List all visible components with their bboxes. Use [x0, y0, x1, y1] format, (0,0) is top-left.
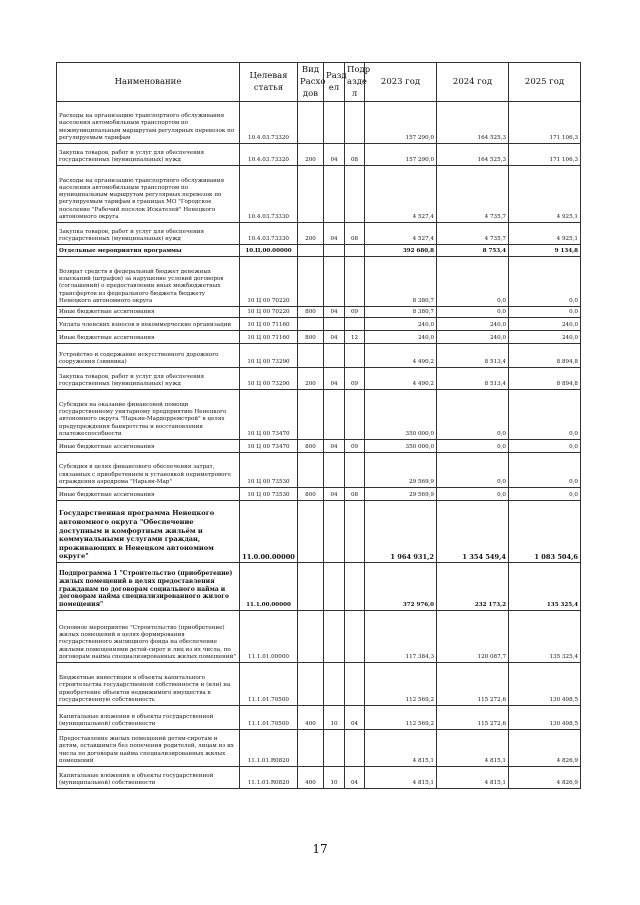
cell-subsection: 08	[345, 223, 365, 245]
cell-name: Иные бюджетные ассигнования	[57, 488, 240, 501]
cell-section	[324, 501, 345, 563]
cell-subsection	[345, 257, 365, 307]
cell-2024: 8 513,4	[437, 368, 509, 390]
cell-section	[324, 730, 345, 767]
cell-2024: 232 173,2	[437, 563, 509, 611]
cell-2023: 29 569,9	[365, 488, 437, 501]
cell-target-code: 10 Ц 00 71160	[240, 331, 298, 344]
cell-2023: 157 290,0	[365, 144, 437, 166]
col-header-subsection: Подр азде л	[345, 63, 365, 102]
cell-section: 04	[324, 368, 345, 390]
cell-exp-type	[298, 102, 324, 144]
cell-2024: 164 525,3	[437, 102, 509, 144]
cell-2025: 171 106,3	[509, 144, 581, 166]
cell-2023: 8 380,7	[365, 307, 437, 318]
table-row	[57, 767, 581, 789]
cell-name: Бюджетные инвестиции в объекты капитального строительства государственной собственности и (или) на приобретение объектов недвижимого имущества в государственную собственность	[57, 663, 240, 706]
cell-2025: 4 925,1	[509, 223, 581, 245]
cell-2023: 4 815,1	[365, 767, 437, 789]
table-row	[57, 706, 581, 730]
cell-2024: 0,0	[437, 440, 509, 453]
cell-2025: 171 106,3	[509, 102, 581, 144]
col-header-target: Целевая статья	[240, 63, 298, 102]
cell-subsection	[345, 611, 365, 663]
cell-section: 04	[324, 144, 345, 166]
cell-subsection: 04	[345, 706, 365, 730]
table-row	[57, 102, 581, 144]
cell-2023: 117 384,3	[365, 611, 437, 663]
cell-2023: 4 527,4	[365, 166, 437, 223]
table-row	[57, 307, 581, 318]
cell-exp-type	[298, 166, 324, 223]
col-header-section: Разд ел	[324, 63, 345, 102]
cell-2025: 4 826,9	[509, 767, 581, 789]
table-row	[57, 440, 581, 453]
cell-2025: 0,0	[509, 453, 581, 488]
cell-section: 04	[324, 307, 345, 318]
cell-section: 04	[324, 440, 345, 453]
cell-2024: 0,0	[437, 453, 509, 488]
cell-section	[324, 390, 345, 440]
cell-subsection: 12	[345, 331, 365, 344]
cell-exp-type: 800	[298, 307, 324, 318]
table-row	[57, 257, 581, 307]
cell-section	[324, 611, 345, 663]
cell-subsection	[345, 102, 365, 144]
cell-2025: 8 894,8	[509, 368, 581, 390]
cell-2023: 4 490,2	[365, 344, 437, 368]
cell-2025: 4 826,9	[509, 730, 581, 767]
table-row	[57, 331, 581, 344]
table-row	[57, 501, 581, 563]
cell-2024: 8 753,4	[437, 245, 509, 257]
table-row	[57, 344, 581, 368]
cell-2025: 240,0	[509, 318, 581, 331]
cell-2025: 135 325,4	[509, 611, 581, 663]
cell-target-code: 11.1.01.R0820	[240, 730, 298, 767]
cell-name: Иные бюджетные ассигнования	[57, 331, 240, 344]
cell-2024: 4 815,1	[437, 767, 509, 789]
table-row	[57, 390, 581, 440]
cell-subsection: 09	[345, 440, 365, 453]
cell-target-code: 10 Ц 00 70220	[240, 307, 298, 318]
cell-2025: 240,0	[509, 331, 581, 344]
cell-2025: 4 925,1	[509, 166, 581, 223]
cell-name: Закупка товаров, работ и услуг для обеспечения государственных (муниципальных) нужд	[57, 223, 240, 245]
cell-2024: 120 087,7	[437, 611, 509, 663]
cell-2025: 130 498,5	[509, 706, 581, 730]
cell-2023: 112 569,2	[365, 706, 437, 730]
cell-name: Иные бюджетные ассигнования	[57, 440, 240, 453]
cell-subsection	[345, 390, 365, 440]
cell-2024: 240,0	[437, 331, 509, 344]
cell-section	[324, 245, 345, 257]
budget-sheet	[56, 62, 580, 789]
cell-target-code: 10.4.03.73330	[240, 166, 298, 223]
cell-2023: 240,0	[365, 331, 437, 344]
cell-2024: 8 513,4	[437, 344, 509, 368]
table-row	[57, 223, 581, 245]
cell-target-code: 11.0.00.00000	[240, 501, 298, 563]
cell-2024: 0,0	[437, 488, 509, 501]
cell-exp-type: 800	[298, 440, 324, 453]
cell-name: Капитальные вложения в объекты государственной (муниципальной) собственности	[57, 706, 240, 730]
cell-section	[324, 453, 345, 488]
cell-2025: 0,0	[509, 307, 581, 318]
cell-2025: 135 325,4	[509, 563, 581, 611]
cell-exp-type: 200	[298, 144, 324, 166]
cell-2024: 4 815,1	[437, 730, 509, 767]
table-row	[57, 663, 581, 706]
cell-exp-type: 800	[298, 488, 324, 501]
cell-2023: 29 569,9	[365, 453, 437, 488]
cell-target-code: 11.1.01.70500	[240, 663, 298, 706]
table-row	[57, 453, 581, 488]
cell-target-code: 11.1.01.00000	[240, 611, 298, 663]
cell-exp-type	[298, 663, 324, 706]
cell-name: Подпрограмма 1 "Строительство (приобретение) жилых помещений в целях предоставления гражданам по договорам социального найма и договорам найма специализированного жилого помещения"	[57, 563, 240, 611]
cell-exp-type: 200	[298, 368, 324, 390]
table-row	[57, 563, 581, 611]
cell-exp-type	[298, 245, 324, 257]
cell-exp-type	[298, 318, 324, 331]
cell-section	[324, 102, 345, 144]
cell-target-code: 10.4.03.73320	[240, 144, 298, 166]
budget-table	[56, 62, 581, 789]
cell-2025: 0,0	[509, 390, 581, 440]
cell-exp-type	[298, 257, 324, 307]
cell-2024: 0,0	[437, 390, 509, 440]
col-header-name: Наименование	[57, 63, 240, 102]
cell-exp-type	[298, 501, 324, 563]
cell-subsection: 09	[345, 368, 365, 390]
cell-name: Предоставление жилых помещений детям-сиротам и детям, оставшимся без попечения родителей, лицам из их числа по договорам найма специализированных жилых помещений	[57, 730, 240, 767]
col-header-2025: 2025 год	[509, 63, 581, 102]
cell-target-code: 10 Ц 00 70220	[240, 257, 298, 307]
cell-2024: 0,0	[437, 257, 509, 307]
cell-2024: 240,0	[437, 318, 509, 331]
cell-2023: 4 527,4	[365, 223, 437, 245]
cell-subsection	[345, 453, 365, 488]
cell-target-code: 10.4.03.73330	[240, 223, 298, 245]
cell-section	[324, 663, 345, 706]
cell-2023: 240,0	[365, 318, 437, 331]
cell-name: Возврат средств в федеральный бюджет денежных взысканий (штрафов) за нарушение условий договоров (соглашений) о предоставлении иных межбюджетных трансфертов из федерального бюджета бюджету Ненецкого автономного округа	[57, 257, 240, 307]
table-row	[57, 318, 581, 331]
cell-2024: 1 354 549,4	[437, 501, 509, 563]
cell-name: Государственная программа Ненецкого автономного округа "Обеспечение доступным и комфортным жильём и коммунальными услугами граждан, проживающих в Ненецком автономном округе"	[57, 501, 240, 563]
cell-target-code: 10 Ц 00 73290	[240, 368, 298, 390]
cell-name: Иные бюджетные ассигнования	[57, 307, 240, 318]
table-row	[57, 245, 581, 257]
table-row	[57, 144, 581, 166]
cell-2023: 112 569,2	[365, 663, 437, 706]
cell-2024: 115 272,6	[437, 663, 509, 706]
cell-name: Устройство и содержание искусственного дорожного сооружения (зимника)	[57, 344, 240, 368]
cell-2024: 0,0	[437, 307, 509, 318]
cell-2023: 350 000,0	[365, 440, 437, 453]
table-body	[57, 102, 581, 789]
cell-2025: 1 083 504,6	[509, 501, 581, 563]
cell-2024: 4 735,7	[437, 223, 509, 245]
cell-section	[324, 563, 345, 611]
cell-section: 04	[324, 331, 345, 344]
cell-exp-type: 800	[298, 331, 324, 344]
cell-exp-type	[298, 344, 324, 368]
cell-exp-type	[298, 390, 324, 440]
cell-subsection	[345, 663, 365, 706]
cell-target-code: 10 Ц 00 73470	[240, 390, 298, 440]
cell-2024: 115 272,6	[437, 706, 509, 730]
cell-subsection	[345, 344, 365, 368]
col-header-exp-type: Вид Расхо дов	[298, 63, 324, 102]
cell-name: Субсидия в целях финансового обеспечения затрат, связанных с приобретением и установкой периметрового ограждения аэродрома "Нарьян-Мар"	[57, 453, 240, 488]
cell-subsection	[345, 166, 365, 223]
cell-subsection	[345, 563, 365, 611]
cell-subsection	[345, 245, 365, 257]
cell-2024: 164 525,3	[437, 144, 509, 166]
cell-2023: 4 815,1	[365, 730, 437, 767]
cell-subsection	[345, 318, 365, 331]
cell-2023: 4 490,2	[365, 368, 437, 390]
cell-target-code: 10.4.03.73320	[240, 102, 298, 144]
cell-2025: 130 498,5	[509, 663, 581, 706]
cell-name: Закупка товаров, работ и услуг для обеспечения государственных (муниципальных) нужд	[57, 368, 240, 390]
cell-name: Уплата членских взносов в некоммерческие организации	[57, 318, 240, 331]
cell-exp-type: 400	[298, 706, 324, 730]
cell-2025: 9 134,8	[509, 245, 581, 257]
cell-2023: 157 290,0	[365, 102, 437, 144]
cell-target-code: 10 Ц 00 73470	[240, 440, 298, 453]
cell-2023: 8 380,7	[365, 257, 437, 307]
col-header-2023: 2023 год	[365, 63, 437, 102]
cell-exp-type	[298, 563, 324, 611]
cell-2023: 350 000,0	[365, 390, 437, 440]
cell-exp-type: 200	[298, 223, 324, 245]
cell-2025: 0,0	[509, 488, 581, 501]
cell-2023: 372 976,0	[365, 563, 437, 611]
cell-section	[324, 344, 345, 368]
cell-name: Основное мероприятие "Строительство (приобретение) жилых помещений в целях формирования государственного жилищного фонда на обеспечение жилыми помещениями детей-сирот и лиц из их числа, по договорам найма специализированных жилых помещений"	[57, 611, 240, 663]
cell-name: Расходы на организацию транспортного обслуживания населения автомобильным транспортом по межмуниципальным маршрутам регулярных перевозок по регулируемым тарифам	[57, 102, 240, 144]
cell-subsection	[345, 501, 365, 563]
cell-name: Расходы на организацию транспортного обслуживания населения автомобильным транспортом по муниципальным маршрутам регулярных перевозок по регулируемым тарифам в границах МО "Городское поселение "Рабочий поселок Искателей" Ненецкого автономного округа	[57, 166, 240, 223]
cell-subsection: 04	[345, 767, 365, 789]
cell-section	[324, 166, 345, 223]
table-row	[57, 166, 581, 223]
cell-target-code: 10 Ц 00 73530	[240, 488, 298, 501]
cell-target-code: 11.1.01.70500	[240, 706, 298, 730]
cell-target-code: 10.Ц.00.00000	[240, 245, 298, 257]
table-row	[57, 611, 581, 663]
cell-2025: 0,0	[509, 440, 581, 453]
cell-exp-type: 400	[298, 767, 324, 789]
cell-target-code: 11.1.01.R0820	[240, 767, 298, 789]
cell-section	[324, 318, 345, 331]
cell-target-code: 11.1.00.00000	[240, 563, 298, 611]
cell-2025: 0,0	[509, 257, 581, 307]
cell-name: Капитальные вложения в объекты государственной (муниципальной) собственности	[57, 767, 240, 789]
cell-subsection: 09	[345, 307, 365, 318]
cell-2023: 1 964 931,2	[365, 501, 437, 563]
cell-2024: 4 735,7	[437, 166, 509, 223]
table-row	[57, 368, 581, 390]
cell-section	[324, 257, 345, 307]
cell-target-code: 10 Ц 00 71160	[240, 318, 298, 331]
cell-2025: 8 894,8	[509, 344, 581, 368]
col-header-2024: 2024 год	[437, 63, 509, 102]
table-row	[57, 488, 581, 501]
cell-target-code: 10 Ц 00 73290	[240, 344, 298, 368]
cell-section: 04	[324, 488, 345, 501]
cell-subsection	[345, 730, 365, 767]
header-row	[57, 63, 581, 102]
page-number: 17	[312, 842, 328, 856]
cell-2023: 392 680,8	[365, 245, 437, 257]
cell-section: 10	[324, 706, 345, 730]
cell-subsection: 08	[345, 488, 365, 501]
cell-section: 10	[324, 767, 345, 789]
cell-name: Субсидия на оказание финансовой помощи государственному унитарному предприятию Ненецкого автономного округа "Нарьян-Мардорремстрой" в целях предупреждения банкротства и восстановления платежеспособности	[57, 390, 240, 440]
cell-exp-type	[298, 611, 324, 663]
cell-section: 04	[324, 223, 345, 245]
cell-exp-type	[298, 453, 324, 488]
cell-target-code: 10 Ц 00 73530	[240, 453, 298, 488]
cell-subsection: 08	[345, 144, 365, 166]
table-row	[57, 730, 581, 767]
cell-name: Отдельные мероприятия программы	[57, 245, 240, 257]
cell-exp-type	[298, 730, 324, 767]
cell-name: Закупка товаров, работ и услуг для обеспечения государственных (муниципальных) нужд	[57, 144, 240, 166]
